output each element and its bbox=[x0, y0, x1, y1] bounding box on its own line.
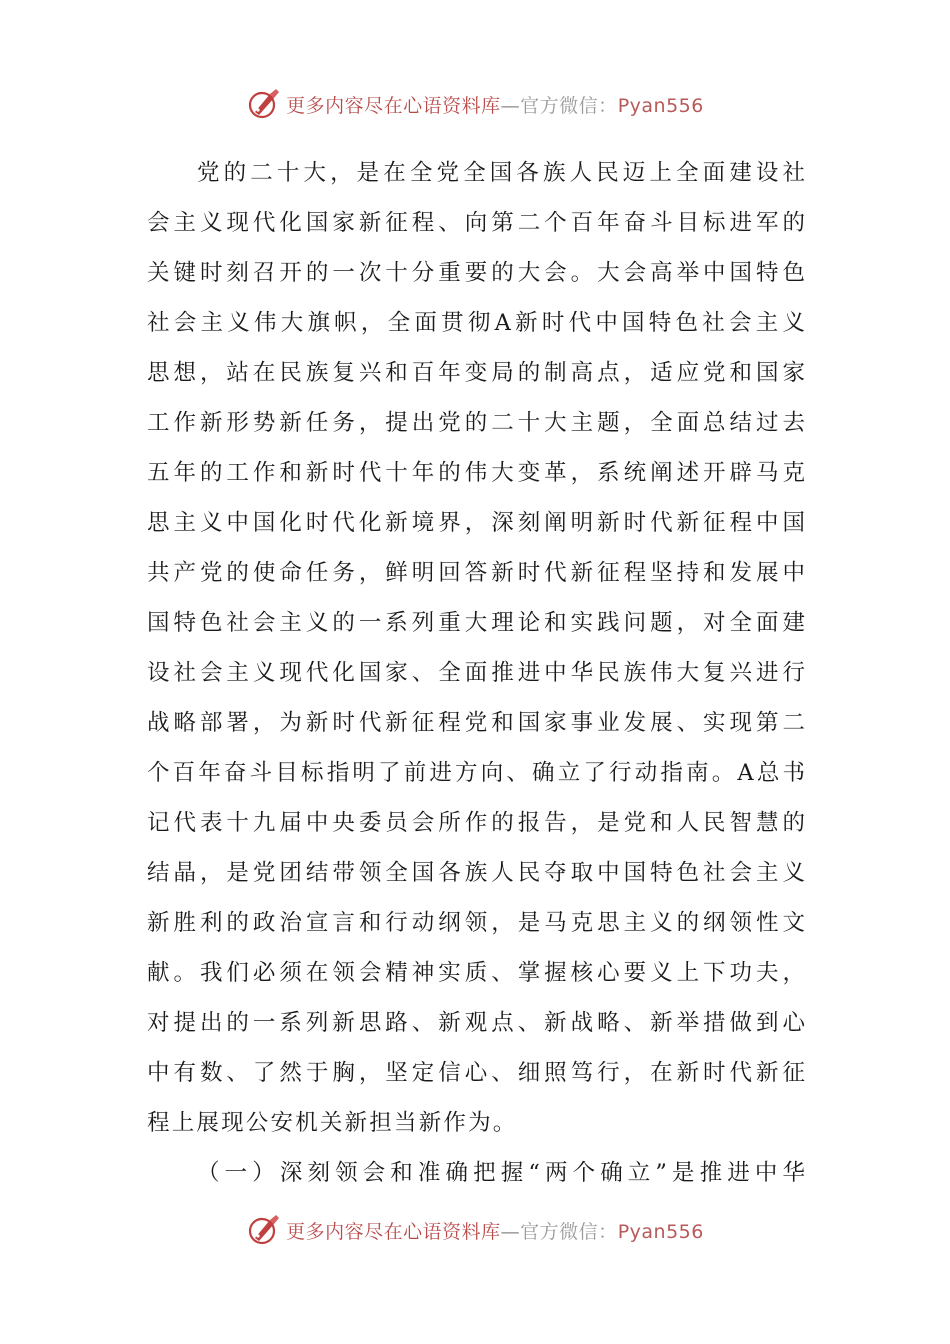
footer-banner-wechat-id: Pyan556 bbox=[617, 1220, 704, 1243]
body-line-9: 共产党的使命任务，鲜明回答新时代新征程坚持和发展中 bbox=[147, 560, 805, 586]
header-banner-wechat-id: Pyan556 bbox=[617, 94, 704, 117]
document-body bbox=[147, 148, 805, 1198]
body-line-1: 党的二十大，是在全党全国各族人民迈上全面建设社 bbox=[197, 160, 805, 186]
body-line-10: 国特色社会主义的一系列重大理论和实践问题，对全面建 bbox=[147, 610, 805, 636]
body-line-14: 记代表十九届中央委员会所作的报告，是党和人民智慧的 bbox=[147, 810, 805, 836]
header-banner-text bbox=[286, 91, 704, 118]
header-banner bbox=[0, 84, 950, 124]
body-line-8: 思主义中国化时代化新境界，深刻阐明新时代新征程中国 bbox=[147, 510, 805, 536]
body-line-3: 关键时刻召开的一次十分重要的大会。大会高举中国特色 bbox=[147, 260, 805, 286]
footer-banner-wechat-label: 官方微信： bbox=[520, 1220, 618, 1243]
footer-banner bbox=[0, 1210, 950, 1250]
body-line-13: 个百年奋斗目标指明了前进方向、确立了行动指南。A总书 bbox=[147, 760, 805, 786]
body-line-7: 五年的工作和新时代十年的伟大变革，系统阐述开辟马克 bbox=[147, 460, 805, 486]
body-line-6: 工作新形势新任务，提出党的二十大主题，全面总结过去 bbox=[147, 410, 805, 436]
footer-banner-sep: — bbox=[500, 1220, 521, 1243]
section-heading-1: （一）深刻领会和准确把握“两个确立”是推进中华 bbox=[197, 1160, 805, 1186]
pen-logo-icon bbox=[246, 1212, 282, 1248]
header-banner-main: 更多内容尽在心语资料库 bbox=[286, 94, 501, 117]
footer-banner-main: 更多内容尽在心语资料库 bbox=[286, 1220, 501, 1243]
footer-banner-text bbox=[286, 1217, 704, 1244]
pen-logo-icon bbox=[246, 86, 282, 122]
body-line-11: 设社会主义现代化国家、全面推进中华民族伟大复兴进行 bbox=[147, 660, 805, 686]
body-line-19: 中有数、了然于胸，坚定信心、细照笃行，在新时代新征 bbox=[147, 1060, 805, 1086]
body-line-17: 献。我们必须在领会精神实质、掌握核心要义上下功夫， bbox=[147, 960, 805, 986]
header-banner-sep: — bbox=[500, 94, 521, 117]
body-line-4: 社会主义伟大旗帜，全面贯彻A新时代中国特色社会主义 bbox=[147, 310, 805, 336]
body-line-5: 思想，站在民族复兴和百年变局的制高点，适应党和国家 bbox=[147, 360, 805, 386]
body-line-16: 新胜利的政治宣言和行动纲领，是马克思主义的纲领性文 bbox=[147, 910, 805, 936]
body-line-15: 结晶，是党团结带领全国各族人民夺取中国特色社会主义 bbox=[147, 860, 805, 886]
body-line-18: 对提出的一系列新思路、新观点、新战略、新举措做到心 bbox=[147, 1010, 805, 1036]
body-line-12: 战略部署，为新时代新征程党和国家事业发展、实现第二 bbox=[147, 710, 805, 736]
body-line-20: 程上展现公安机关新担当新作为。 bbox=[147, 1110, 518, 1136]
body-line-2: 会主义现代化国家新征程、向第二个百年奋斗目标进军的 bbox=[147, 210, 805, 236]
header-banner-wechat-label: 官方微信： bbox=[520, 94, 618, 117]
